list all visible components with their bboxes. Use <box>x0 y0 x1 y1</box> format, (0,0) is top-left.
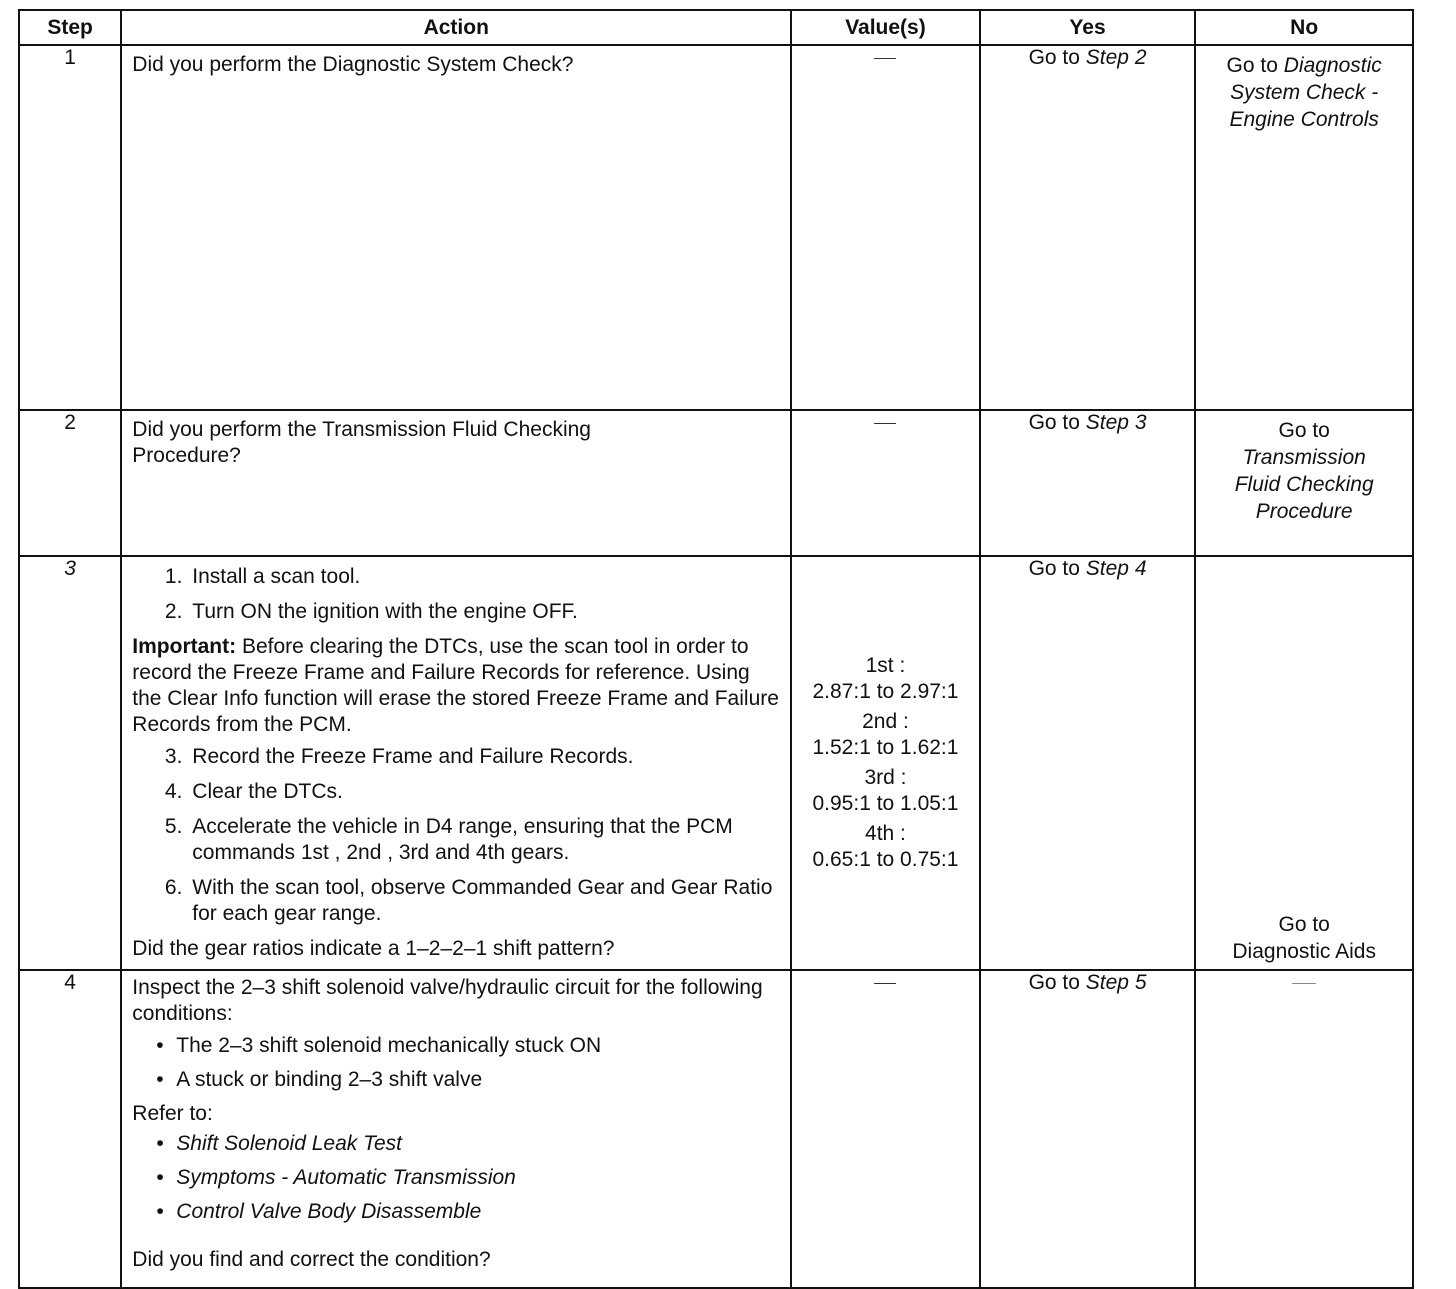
steps-list-b <box>132 744 780 927</box>
step-number: 1 <box>19 45 121 410</box>
dash-none <box>874 423 896 424</box>
no-cell <box>1195 556 1413 970</box>
yes-cell <box>980 556 1196 970</box>
ref-link[interactable]: • Symptoms - Automatic Transmission <box>176 1165 780 1191</box>
no-link-diagnostic-aids[interactable]: Diagnostic Aids <box>1232 940 1376 963</box>
table-row-step-2 <box>19 410 1413 556</box>
step-number: 3 <box>19 556 121 970</box>
list-item: • The 2–3 shift solenoid mechanically stuck ON <box>176 1033 780 1059</box>
gear-ratio-1st: 1st : 2.87:1 to 2.97:1 <box>812 654 959 703</box>
dash-none <box>874 983 896 984</box>
yes-goto: Go to <box>1028 46 1080 69</box>
table-row-step-4 <box>19 970 1413 1288</box>
yes-goto: Go to <box>1028 411 1080 434</box>
list-item: 6. With the scan tool, observe Commanded Gear and Gear Ratio for each gear range. <box>188 875 780 927</box>
yes-goto: Go to <box>1028 557 1080 580</box>
action-intro: Inspect the 2–3 shift solenoid valve/hydraulic circuit for the following conditions: <box>132 976 763 1025</box>
yes-link-step-2[interactable]: Step 2 <box>1085 46 1147 69</box>
header-yes: Yes <box>980 10 1196 45</box>
action-cell <box>121 45 791 410</box>
list-item: • A stuck or binding 2–3 shift valve <box>176 1067 780 1093</box>
no-cell <box>1195 970 1413 1288</box>
yes-cell <box>980 410 1196 556</box>
refer-label: Refer to: <box>132 1102 213 1125</box>
ref-link[interactable]: • Shift Solenoid Leak Test <box>176 1131 780 1157</box>
references-list <box>132 1131 780 1225</box>
value-cell <box>791 556 980 970</box>
header-action: Action <box>121 10 791 45</box>
diagnostic-table <box>18 9 1414 1289</box>
table-row-step-3 <box>19 556 1413 970</box>
yes-cell <box>980 970 1196 1288</box>
no-cell <box>1195 410 1413 556</box>
gear-ratio-2nd: 2nd : 1.52:1 to 1.62:1 <box>812 710 959 759</box>
no-goto: Go to <box>1278 419 1330 442</box>
header-step: Step <box>19 10 121 45</box>
action-cell <box>121 556 791 970</box>
important-label: Important: <box>132 635 237 658</box>
action-question: Did the gear ratios indicate a 1–2–2–1 shift pattern? <box>132 937 615 960</box>
yes-link-step-3[interactable]: Step 3 <box>1085 411 1147 434</box>
no-link-transmission-fluid-checking[interactable]: Transmission Fluid Checking Procedure <box>1234 446 1374 523</box>
header-row <box>19 10 1413 45</box>
action-cell <box>121 410 791 556</box>
value-cell <box>791 970 980 1288</box>
yes-link-step-5[interactable]: Step 5 <box>1085 971 1147 994</box>
list-item: 1. Install a scan tool. <box>188 564 780 590</box>
list-item: 3. Record the Freeze Frame and Failure Records. <box>188 744 780 770</box>
list-item: 4. Clear the DTCs. <box>188 779 780 805</box>
action-question: Did you perform the Transmission Fluid Checking Procedure? <box>132 418 591 467</box>
no-cell <box>1195 45 1413 410</box>
header-no: No <box>1195 10 1413 45</box>
dash-none <box>1292 983 1316 984</box>
table-row-step-1 <box>19 45 1413 410</box>
yes-cell <box>980 45 1196 410</box>
step-number: 4 <box>19 970 121 1288</box>
value-cell <box>791 410 980 556</box>
action-question: Did you find and correct the condition? <box>132 1248 491 1271</box>
header-values: Value(s) <box>791 10 980 45</box>
list-item: 5. Accelerate the vehicle in D4 range, ensuring that the PCM commands 1st , 2nd , 3rd and 4th gears. <box>188 814 780 866</box>
action-cell <box>121 970 791 1288</box>
gear-ratio-4th: 4th : 0.65:1 to 0.75:1 <box>812 822 959 871</box>
no-goto: Go to <box>1226 54 1278 77</box>
value-cell <box>791 45 980 410</box>
ref-link[interactable]: • Control Valve Body Disassemble <box>176 1199 780 1225</box>
important-note <box>132 634 780 738</box>
dash-none <box>874 58 896 59</box>
conditions-list <box>132 1033 780 1093</box>
gear-ratio-3rd: 3rd : 0.95:1 to 1.05:1 <box>812 766 959 815</box>
steps-list-a <box>132 564 780 625</box>
no-goto: Go to <box>1278 913 1330 936</box>
list-item: 2. Turn ON the ignition with the engine OFF. <box>188 599 780 625</box>
yes-link-step-4[interactable]: Step 4 <box>1085 557 1147 580</box>
action-question: Did you perform the Diagnostic System Check? <box>132 53 574 76</box>
no-link-diagnostic-system-check[interactable]: Diagnostic System Check - Engine Controls <box>1229 54 1382 131</box>
yes-goto: Go to <box>1028 971 1080 994</box>
step-number: 2 <box>19 410 121 556</box>
important-text: Before clearing the DTCs, use the scan tool in order to record the Freeze Frame and Failure Records for reference. Using the Clear Info function will erase the stored Freeze Frame and Failure Records from the PCM. <box>132 635 779 736</box>
